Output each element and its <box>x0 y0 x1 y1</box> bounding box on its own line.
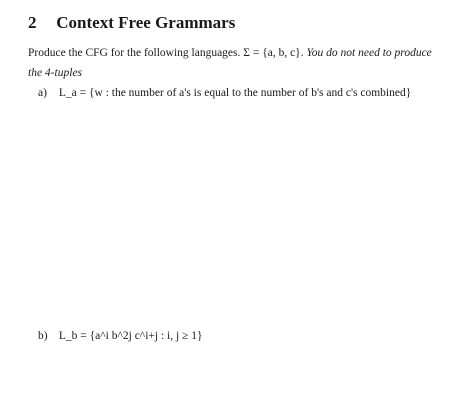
intro-text: Produce the CFG for the following languages. Σ = {a, b, c}. <box>28 47 304 59</box>
item-text: L_b = {a^i b^2j c^i+j : i, j ≥ 1} <box>58 330 203 342</box>
section-title: Context Free Grammars <box>56 13 236 32</box>
item-marker: a) <box>38 87 47 99</box>
section-number: 2 <box>28 13 37 32</box>
problem-item-b <box>38 330 203 342</box>
item-text: L_a = {w : the number of a's is equal to the number of b's and c's combined} <box>58 87 412 99</box>
intro-italic-note: You do not need to produce the 4-tuples <box>28 47 432 79</box>
item-marker: b) <box>38 330 48 342</box>
section-heading <box>28 13 235 33</box>
intro-paragraph <box>28 43 448 83</box>
problem-item-a <box>38 87 411 99</box>
